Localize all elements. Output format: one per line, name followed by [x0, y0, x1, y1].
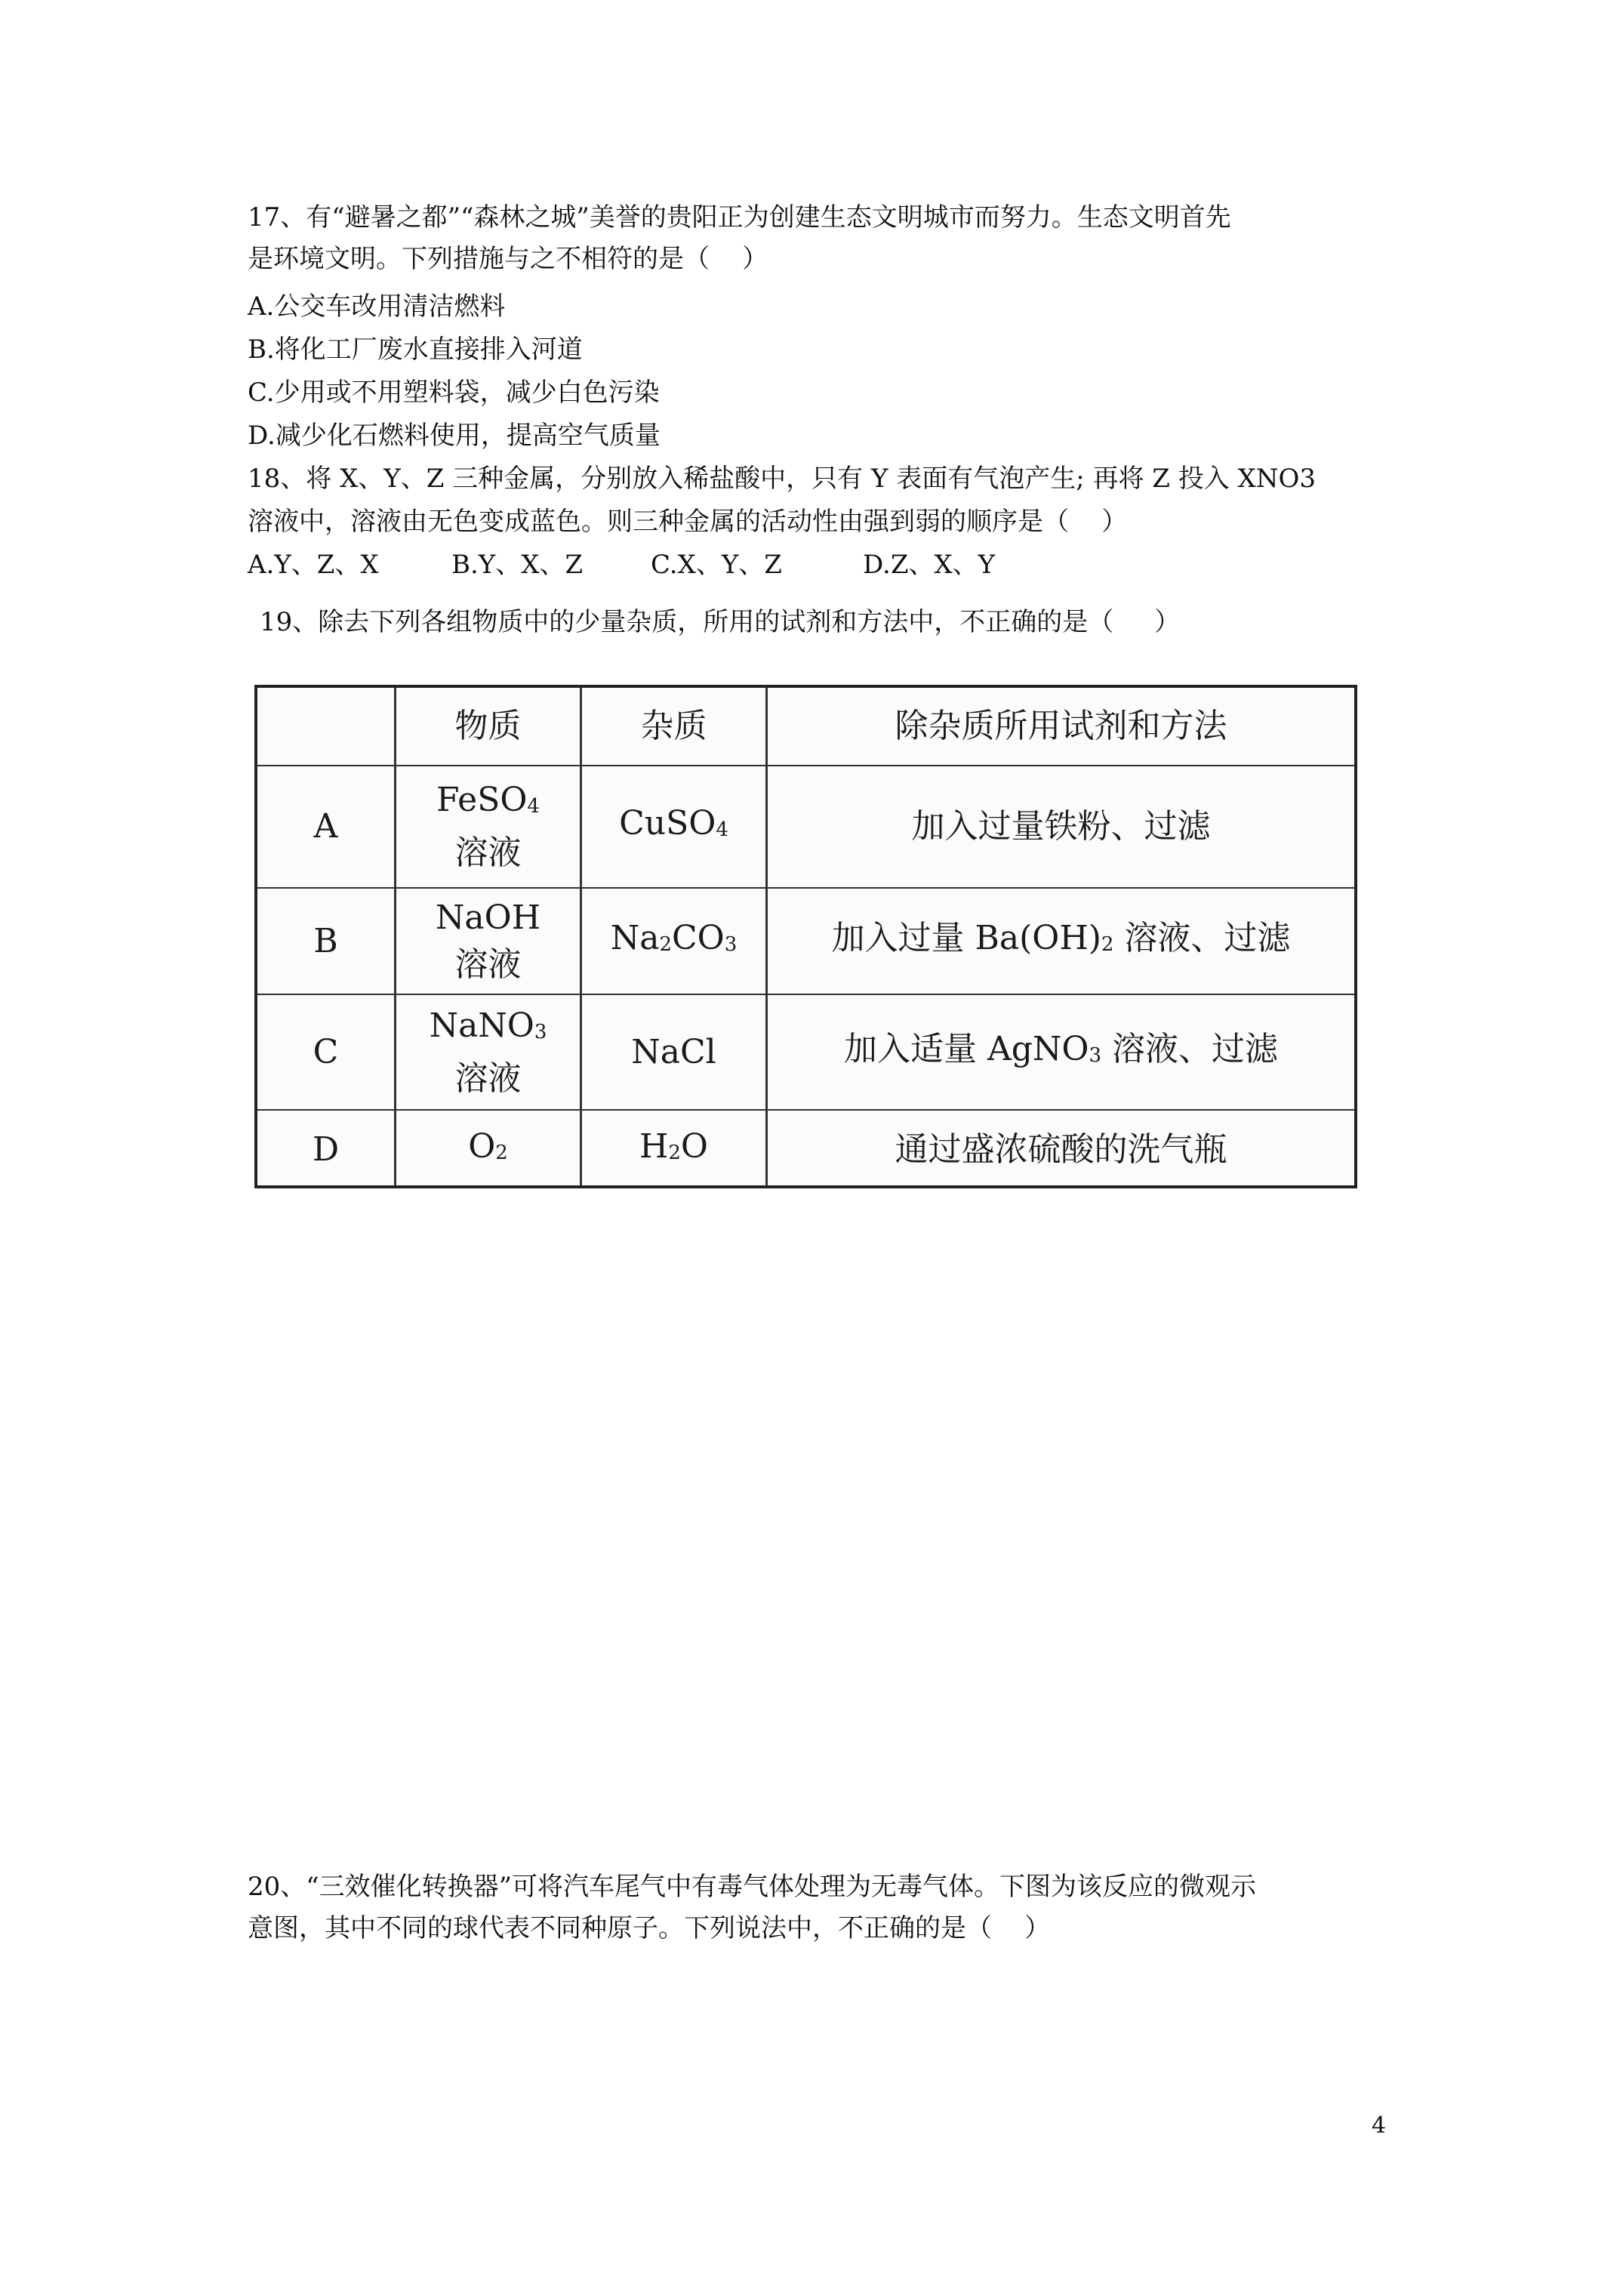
q18-options — [248, 547, 1425, 583]
table-header-impurity: 杂质 — [640, 707, 707, 745]
formula-subscript: 3 — [724, 932, 738, 956]
q17-stem-line2: 是环境文明。下列措施与之不相符的是（ ） — [248, 244, 768, 274]
formula-subscript: 3 — [1089, 1043, 1102, 1067]
row-b-label: B — [313, 921, 338, 960]
page-number: 4 — [1372, 2113, 1387, 2139]
row-b-impurity — [582, 889, 765, 994]
formula-subscript: 3 — [534, 1020, 547, 1043]
row-c-impurity: NaCl — [631, 1032, 716, 1071]
table-header-substance: 物质 — [454, 707, 522, 745]
formula-text: CO — [671, 918, 725, 957]
method-text: 溶液、过滤 — [1101, 1029, 1279, 1068]
q17-option-c: C.少用或不用塑料袋，减少白色污染 — [248, 378, 660, 408]
formula-text: Na — [610, 918, 660, 957]
q20-stem-line1: 20、“三效催化转换器”可将汽车尾气中有毒气体处理为无毒气体。下图为该反应的微观示 — [248, 1872, 1257, 1902]
formula-subscript: 2 — [659, 932, 672, 956]
table-header-method: 除杂质所用试剂和方法 — [895, 707, 1227, 745]
row-a-impurity — [582, 766, 765, 887]
q18-stem-line1: 18、将 X、Y、Z 三种金属，分别放入稀盐酸中，只有 Y 表面有气泡产生; 再将 Z 投入 XNO3 — [248, 464, 1316, 494]
formula-text: O — [468, 1126, 496, 1166]
row-b-substance — [396, 889, 580, 994]
formula-text: NaOH — [435, 898, 541, 937]
q18-stem-line2: 溶液中，溶液由无色变成蓝色。则三种金属的活动性由强到弱的顺序是（ ） — [248, 507, 1128, 537]
formula-text: FeSO — [436, 781, 528, 819]
q18-option-c: C.X、Y、Z — [651, 550, 782, 580]
q18-option-a: A.Y、Z、X — [248, 550, 379, 580]
row-b-method — [768, 889, 1354, 994]
formula-text: H — [639, 1126, 669, 1166]
row-c-label: C — [313, 1032, 339, 1071]
q18-option-d: D.Z、X、Y — [863, 550, 996, 580]
row-c-method — [768, 995, 1354, 1109]
formula-text: NaNO — [429, 1006, 534, 1045]
q20-stem-line2: 意图，其中不同的球代表不同种原子。下列说法中，不正确的是（ ） — [248, 1913, 1051, 1943]
formula-subscript: 4 — [716, 818, 728, 841]
state-text: 溶液 — [454, 945, 522, 984]
row-d-substance — [396, 1111, 580, 1188]
row-d-label: D — [312, 1130, 340, 1169]
method-text: 溶液、过滤 — [1113, 918, 1291, 957]
method-text: 加入过量 Ba(OH) — [831, 918, 1101, 957]
row-a-method: 加入过量铁粉、过滤 — [911, 807, 1211, 846]
q19-table — [254, 685, 1357, 1188]
row-d-method: 通过盛浓硫酸的洗气瓶 — [895, 1130, 1227, 1169]
row-a-substance — [396, 766, 580, 887]
q17-stem-line1: 17、有“避暑之都”“森林之城”美誉的贵阳正为创建生态文明城市而努力。生态文明首先 — [248, 202, 1231, 233]
method-text: 加入适量 AgNO — [843, 1029, 1089, 1068]
formula-subscript: 2 — [1101, 932, 1114, 956]
q19-stem: 19、除去下列各组物质中的少量杂质，所用的试剂和方法中，不正确的是（ ） — [260, 607, 1181, 637]
q17-option-b: B.将化工厂废水直接排入河道 — [248, 334, 583, 365]
q18-option-b: B.Y、X、Z — [451, 550, 584, 580]
formula-text: O — [680, 1126, 708, 1166]
q17-option-d: D.减少化石燃料使用，提高空气质量 — [248, 421, 661, 451]
q17-option-a: A.公交车改用清洁燃料 — [248, 291, 506, 322]
state-text: 溶液 — [454, 1059, 522, 1098]
formula-text: CuSO — [619, 804, 716, 843]
state-text: 溶液 — [454, 834, 522, 872]
row-d-impurity — [582, 1111, 765, 1188]
formula-subscript: 2 — [495, 1141, 508, 1164]
formula-subscript: 4 — [527, 795, 540, 818]
formula-subscript: 2 — [668, 1141, 681, 1164]
row-a-label: A — [313, 807, 338, 846]
row-c-substance — [396, 995, 580, 1109]
